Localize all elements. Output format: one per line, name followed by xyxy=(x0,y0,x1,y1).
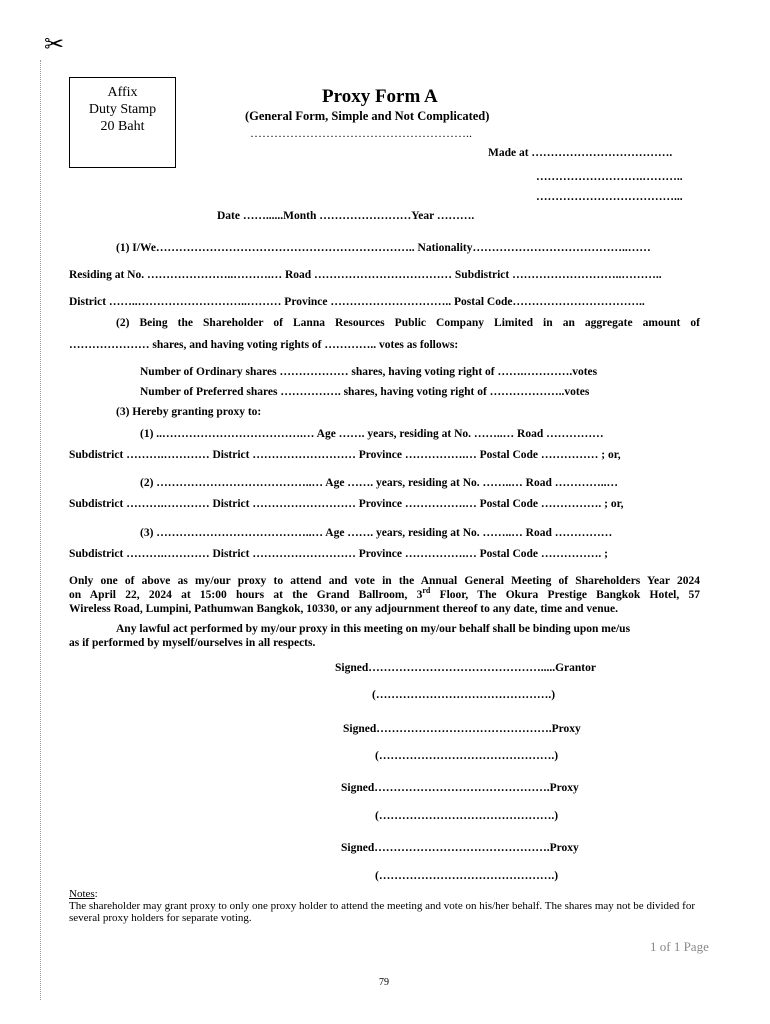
form-subtitle: (General Form, Simple and Not Complicated) xyxy=(245,109,490,123)
page-number: 79 xyxy=(379,977,389,988)
scissors-icon: ✂ xyxy=(44,30,65,58)
item-2-line-1: (2) Being the Shareholder of Lanna Resources Public Company Limited in an aggregate amount of xyxy=(116,317,700,329)
proxy-3-line-1: (3) …………………………………..… Age ……. years, residing at No. ……..… Road …………… xyxy=(140,527,613,539)
form-title: Proxy Form A xyxy=(322,86,438,107)
meeting-line-2 xyxy=(69,586,700,603)
notes-heading-colon: : xyxy=(94,888,98,900)
meeting-line-1: Only one of above as my/our proxy to attend and vote in the Annual General Meeting of Shareholders Year 2024 xyxy=(69,575,700,587)
proxy-2-name-line: (……………………………………….) xyxy=(375,810,559,822)
item-2-line-2: ………………… shares, and having voting rights of ………….. votes as follows: xyxy=(69,339,459,351)
duty-stamp-box xyxy=(69,77,176,168)
residing-line: Residing at No. …………………..……….… Road ……………………………… Subdistrict ………………………..……….. xyxy=(69,269,662,281)
proxy-1-line-2: Subdistrict ……….………… District ……………………… Province …………….… Postal Code …………… ; or, xyxy=(69,449,621,461)
stamp-line-1: Affix xyxy=(107,85,138,100)
item-3-line: (3) Hereby granting proxy to: xyxy=(116,406,262,418)
notes-heading-row xyxy=(69,888,709,900)
grantor-signature-line: Signed……………………………………….....Grantor xyxy=(335,662,596,674)
notes-section xyxy=(69,888,709,924)
meeting-line-2a: on April 22, 2024 at 15:00 hours at the Grand Ballroom, 3 xyxy=(69,589,423,601)
made-at-line-2: ……………………….……….. xyxy=(536,171,683,183)
cut-line xyxy=(40,60,41,1000)
proxy-3-line-2: Subdistrict ……….………… District ……………………… Province …………….… Postal Code ……………. ; xyxy=(69,548,608,560)
meeting-ordinal-suffix: rd xyxy=(422,586,431,596)
lawful-line-2: as if performed by myself/ourselves in all respects. xyxy=(69,637,316,649)
date-line: Date ……......Month ……………………Year ………. xyxy=(217,210,475,222)
proxy-2-signature-line: Signed……………………………………….Proxy xyxy=(341,782,579,794)
ordinary-shares-line: Number of Ordinary shares ……………… shares, having voting right of …….………….votes xyxy=(140,366,598,378)
notes-text: The shareholder may grant proxy to only one proxy holder to attend the meeting and vote on his/her behalf. The shares may not be divided for several proxy holders for separate voting. xyxy=(69,900,696,924)
proxy-2-line-2: Subdistrict ……….………… District ……………………… Province …………….… Postal Code ……………. ; or, xyxy=(69,498,624,510)
grantor-name-line: (……………………………………….) xyxy=(372,689,556,701)
meeting-line-2b: Floor, The Okura Prestige Bangkok Hotel, 57 xyxy=(430,589,700,601)
stamp-line-2: Duty Stamp xyxy=(88,102,157,117)
stamp-line-3: 20 Baht xyxy=(100,119,145,134)
proxy-1-signature-line: Signed……………………………………….Proxy xyxy=(343,723,581,735)
proxy-3-name-line: (……………………………………….) xyxy=(375,870,559,882)
proxy-1-name-line: (……………………………………….) xyxy=(375,750,559,762)
proxy-3-signature-line: Signed……………………………………….Proxy xyxy=(341,842,579,854)
made-at-line-1: Made at ………………………………. xyxy=(488,147,673,159)
notes-heading: Notes xyxy=(69,888,95,900)
made-at-line-3: ………………………………... xyxy=(536,191,683,203)
district-line: District ……..………………………..……… Province ………………………….. Postal Code…………………………….. xyxy=(69,296,645,308)
proxy-2-line-1: (2) …………………………………..… Age ……. years, residing at No. ……..… Road …………..… xyxy=(140,477,618,489)
item-1-name-line: (1) I/We………………………………………………………….. Nationality…………………………………..…… xyxy=(116,242,651,254)
meeting-line-3: Wireless Road, Lumpini, Pathumwan Bangkok, 10330, or any adjournment thereof to any date, time and venue. xyxy=(69,603,618,615)
lawful-line-1: Any lawful act performed by my/our proxy in this meeting on my/our behalf shall be binding upon me/us xyxy=(116,623,631,635)
title-dots: ……………………………………………….. xyxy=(250,126,472,140)
proxy-1-line-1: (1) ..……………………………….… Age ……. years, residing at No. ……..… Road …………… xyxy=(140,428,604,440)
preferred-shares-line: Number of Preferred shares ……………. shares, having voting right of ………………..votes xyxy=(140,386,590,398)
page-of-label: 1 of 1 Page xyxy=(650,939,709,954)
